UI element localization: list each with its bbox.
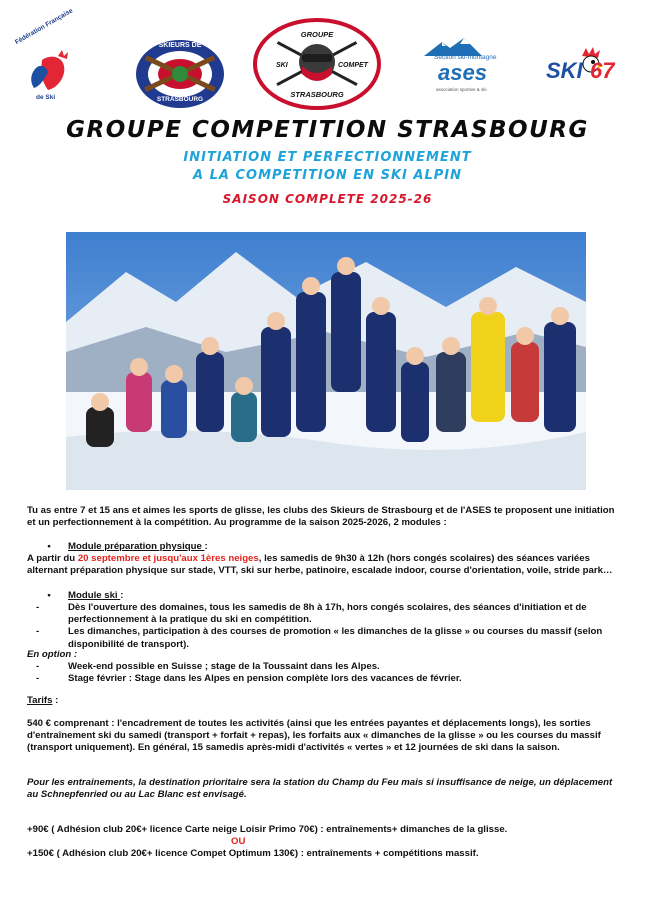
ases-name: ases [438, 60, 487, 85]
bullet: • [47, 541, 51, 552]
groupe-right: COMPET [338, 62, 368, 69]
list-item: - Week-end possible en Suisse ; stage de la Toussaint dans les Alpes. [36, 661, 380, 672]
subtitle-line-2: A LA COMPETITION EN SKI ALPIN [193, 168, 462, 183]
skieurs-top: SKIEURS DE [158, 42, 202, 49]
page-title: GROUPE COMPETITION STRASBOURG [66, 117, 589, 143]
or-separator: OU [231, 836, 246, 847]
ases-line1: Section ski-montagne [434, 54, 497, 61]
season-label: SAISON COMPLETE 2025-26 [222, 192, 433, 206]
ski67-text: SKI [546, 58, 583, 83]
date-highlight: 20 septembre et jusqu'aux 1ères neiges [77, 553, 259, 564]
groupe-top: GROUPE [300, 30, 334, 39]
destination-text: Pour les entrainements, la destination prioritaire sera la station du Champ du Feu mais si insuffisance de neige, un déplacement au Schnepfenried ou au Lac Blanc est envisagé. [27, 777, 613, 801]
ases-logo [420, 38, 516, 98]
group-photo [66, 232, 586, 490]
ski67-num: 67 [590, 58, 615, 83]
list-item: - Les dimanches, participation à des courses de promotion « les dimanches de la glisse » ou courses du massif (selon disponibilité de transport). [36, 626, 603, 650]
module-ski-title: Module ski [68, 590, 121, 601]
list-item: - Stage février : Stage dans les Alpes en pension complète lors des vacances de février. [36, 673, 462, 685]
ffs-line1: Fédération Française [14, 7, 75, 47]
tarifs-heading: Tarifs : [27, 695, 59, 706]
option-list [30, 661, 618, 685]
group-photo-skiers [66, 232, 586, 490]
list-item: - Dès l'ouverture des domaines, tous les samedis de 8h à 17h, hors congés scolaires, des séances d'initiation et de perfectionnement à la pratique du ski en compétition. [36, 602, 587, 626]
option-label: En option : [27, 649, 78, 660]
groupe-compet-logo [252, 18, 382, 110]
ffs-line2: de Ski [36, 94, 56, 101]
offer-1: +90€ ( Adhésion club 20€+ licence Carte neige Loisir Primo 70€) : entraînements+ dimanches de la glisse. [27, 824, 508, 835]
module-prep-title: Module préparation physique [68, 541, 205, 552]
ases-line2: association sportive & ski [436, 87, 487, 92]
module-prep-text: A partir du 20 septembre et jusqu'aux 1ères neiges, les samedis de 9h30 à 12h (hors congés scolaires) des séances variées alternant préparation physique sur stade, VTT, ski sur herbe, patinoire, escalade indoor, course d'orientation, voile, stride park… [27, 553, 613, 577]
subtitle-line-1: INITIATION ET PERFECTIONNEMENT [183, 150, 472, 165]
ski67-logo [544, 46, 620, 94]
module-prep-heading: • Module préparation physique : [30, 541, 620, 553]
ffs-logo [14, 7, 84, 108]
offer-2: +150€ ( Adhésion club 20€+ licence Compet Optimum 130€) : entraînements + compétitions massif. [27, 848, 479, 859]
skieurs-bottom: STRASBOURG [156, 96, 204, 103]
module-ski-heading: • Module ski : [30, 590, 620, 602]
skieurs-strasbourg-logo [134, 38, 226, 110]
module-ski-list [30, 602, 618, 651]
groupe-bottom: STRASBOURG [290, 90, 344, 99]
bullet: • [47, 590, 51, 601]
groupe-left: SKI [276, 62, 288, 69]
tarifs-text: 540 € comprenant : l'encadrement de toutes les activités (ainsi que les entrées payantes et déplacements longs), les sorties d'entraînement ski du samedi (transport + forfait + repas), les forfaits aux « dimanches de la glisse » ou les courses du massif (transport uniquement). En général, 15 samedis après-midi d'activités « vertes » et 12 journées de ski dans la saison. [27, 718, 601, 754]
intro-paragraph: Tu as entre 7 et 15 ans et aimes les sports de glisse, les clubs des Skieurs de Strasbourg et de l'ASES te proposent une initiation et un perfectionnement à la compétition. Au programme de la saison 2025-2026, 2 modules : [27, 505, 615, 529]
